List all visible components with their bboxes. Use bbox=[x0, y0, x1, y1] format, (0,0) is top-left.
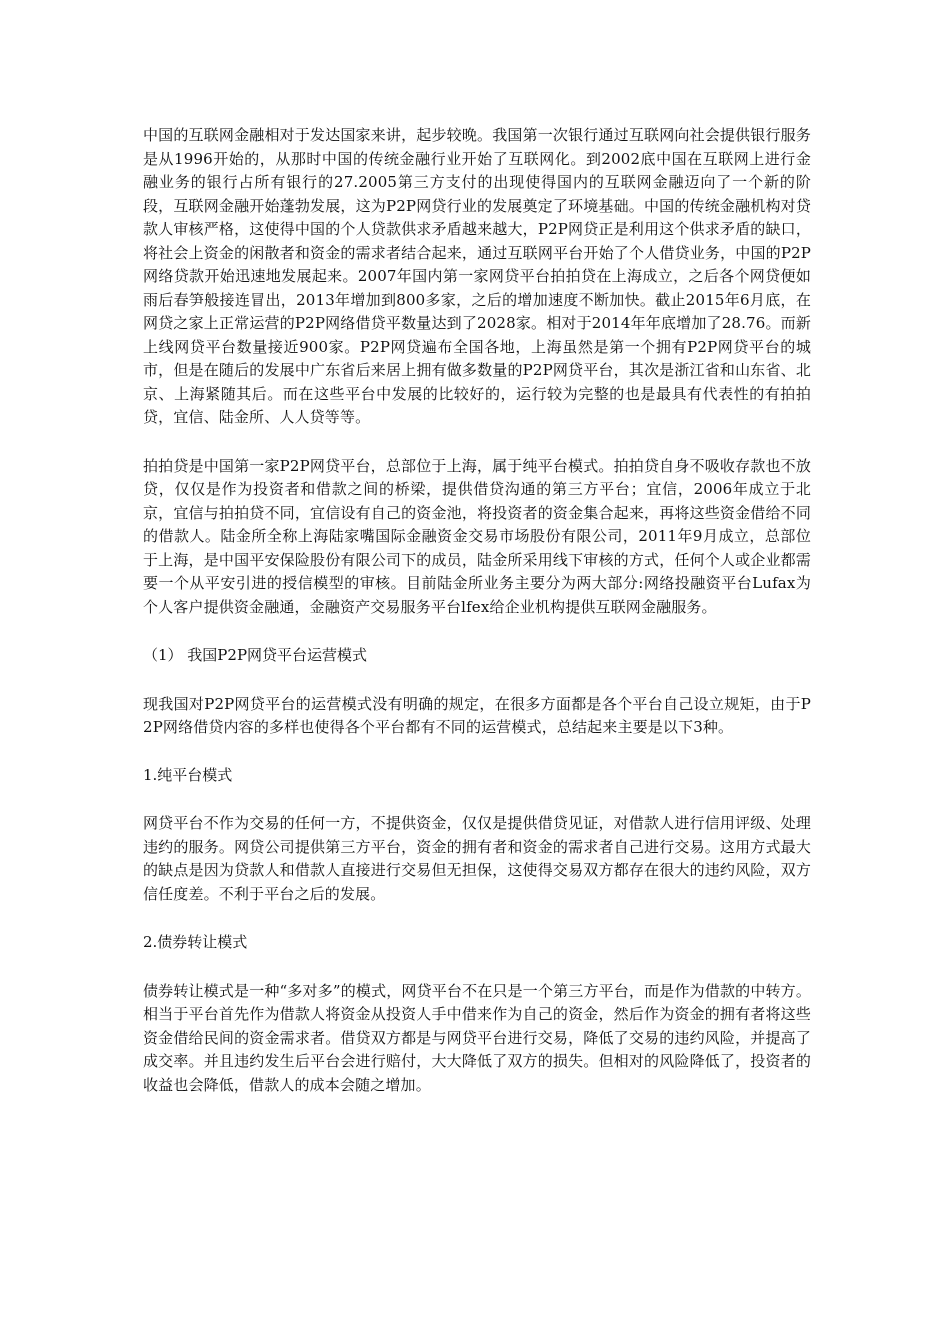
subsection-title-pure-platform: 1.纯平台模式 bbox=[143, 765, 233, 784]
subsection-title-debt-transfer: 2.债券转让模式 bbox=[143, 933, 248, 951]
section-intro: 现我国对P2P网贷平台的运营模式没有明确的规定，在很多方面都是各个平台自己设立规矩，由于P2P网络借贷内容的多样也使得各个平台都有不同的运营模式，总结起来主要是以下3种。 bbox=[143, 694, 811, 736]
document-page bbox=[143, 124, 811, 1122]
subsection-body-pure-platform: 网贷平台不作为交易的任何一方，不提供资金，仅仅是提供借贷见证，对借款人进行信用评级、处理违约的服务。网贷公司提供第三方平台，资金的拥有者和资金的需求者自己进行交易。这用方式最大的缺点是因为贷款人和借款人直接进行交易但无担保，这使得交易双方都存在很大的违约风险，双方信任度差。不利于平台之后的发展。 bbox=[143, 814, 811, 903]
paragraph-platform-overview: 拍拍贷是中国第一家P2P网贷平台，总部位于上海，属于纯平台模式。拍拍贷自身不吸收存款也不放贷，仅仅是作为投资者和借款之间的桥梁，提供借贷沟通的第三方平台；宜信，2006年成立于北京，宜信与拍拍贷不同，宜信设有自己的资金池，将投资者的资金集合起来，再将这些资金借给不同的借款人。陆金所全称上海陆家嘴国际金融资金交易市场股份有限公司，2011年9月成立，总部位于上海，是中国平安保险股份有限公司下的成员，陆金所采用线下审核的方式，任何个人或企业都需要一个从平安引进的授信模型的审核。目前陆金所业务主要分为两大部分:网络投融资平台Lufax为个人客户提供资金融通，金融资产交易服务平台lfex给企业机构提供互联网金融服务。 bbox=[143, 456, 811, 616]
subsection-body-debt-transfer: 债券转让模式是一种“多对多”的模式，网贷平台不在只是一个第三方平台，而是作为借款的中转方。相当于平台首先作为借款人将资金从投资人手中借来作为自己的资金，然后作为资金的拥有者将这些资金借给民间的资金需求者。借贷双方都是与网贷平台进行交易，降低了交易的违约风险，并提高了成交率。并且违约发生后平台会进行赔付，大大降低了双方的损失。但相对的风险降低了，投资者的收益也会降低，借款人的成本会随之增加。 bbox=[143, 981, 811, 1094]
section-heading: （1） 我国P2P网贷平台运营模式 bbox=[143, 646, 368, 664]
paragraph-p2p-history: 中国的互联网金融相对于发达国家来讲，起步较晚。我国第一次银行通过互联网向社会提供银行服务是从1996开始的，从那时中国的传统金融行业开始了互联网化。到2002底中国在互联网上进行金融业务的银行占所有银行的27.2005第三方支付的出现使得国内的互联网金融迈向了一个新的阶段，互联网金融开始蓬勃发展，这为P2P网贷行业的发展奠定了环境基础。中国的传统金融机构对贷款人审核严格，这使得中国的个人贷款供求矛盾越来越大，P2P网贷正是利用这个供求矛盾的缺口，将社会上资金的闲散者和资金的需求者结合起来，通过互联网平台开始了个人借贷业务，中国的P2P网络贷款开始迅速地发展起来。2007年国内第一家网贷平台拍拍贷在上海成立，之后各个网贷便如雨后春笋般接连冒出，2013年增加到800多家，之后的增加速度不断加快。截止2015年6月底，在网贷之家上正常运营的P2P网络借贷平数量达到了2028家。相对于2014年年底增加了28.76。而新上线网贷平台数量接近900家。P2P网贷遍布全国各地，上海虽然是第一个拥有P2P网贷平台的城市，但是在随后的发展中广东省后来居上拥有做多数量的P2P网贷平台，其次是浙江省和山东省、北京、上海紧随其后。而在这些平台中发展的比较好的，运行较为完整的也是最具有代表性的有拍拍贷，宜信、陆金所、人人贷等等。 bbox=[143, 126, 811, 426]
